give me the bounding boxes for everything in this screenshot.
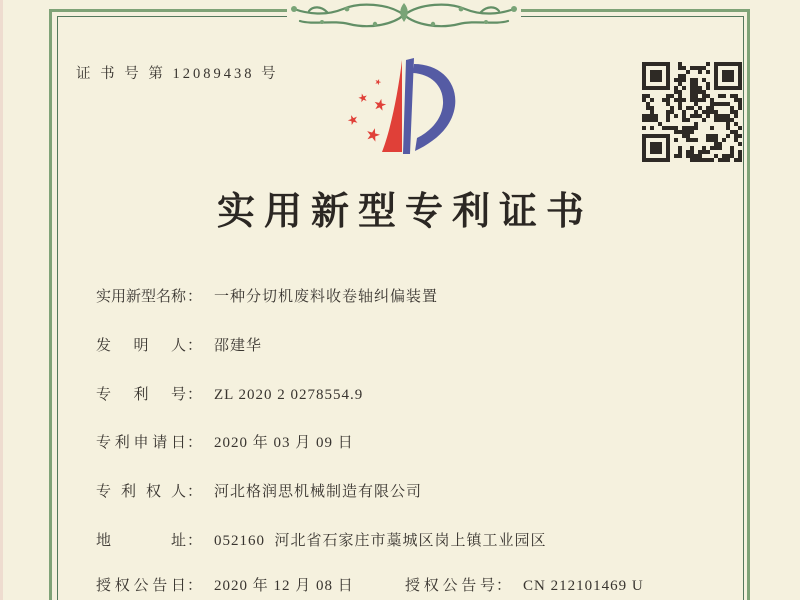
field-label: 发明人 <box>96 338 186 354</box>
logo-blue-stem <box>403 58 414 154</box>
logo-red-wedge <box>382 60 402 152</box>
field-value: 2020 年 12 月 08 日 <box>214 578 354 594</box>
field-label: 实用新型名称 <box>96 289 187 305</box>
field-value: 邵建华 <box>214 338 263 354</box>
field-row-utility-model-name <box>96 285 438 306</box>
field-label: 地址 <box>96 533 186 549</box>
field-colon: ： <box>187 435 203 451</box>
field-value: CN 212101469 U <box>523 578 644 594</box>
field-label: 授权公告日 <box>96 578 186 594</box>
field-colon: ： <box>187 533 203 549</box>
field-row-grant <box>96 574 644 595</box>
field-row-filing-date <box>96 431 354 452</box>
field-group-grant-number <box>405 574 644 595</box>
field-row-inventor <box>96 334 262 355</box>
logo-blue-bowl <box>413 64 455 151</box>
certificate-number: 证 书 号 第 12089438 号 <box>76 66 279 82</box>
field-colon: ： <box>187 578 203 594</box>
field-row-patent-number <box>96 383 363 404</box>
scan-edge-artifact <box>0 0 3 600</box>
field-colon: ： <box>187 387 203 403</box>
certificate-title: 实用新型专利证书 <box>216 191 593 233</box>
field-row-patentee <box>96 480 422 501</box>
field-label: 专利号 <box>96 387 186 403</box>
field-colon: ： <box>187 289 203 305</box>
field-row-address <box>96 529 547 550</box>
field-colon: ： <box>496 578 512 594</box>
field-value: 一种分切机废料收卷轴纠偏装置 <box>214 289 439 305</box>
field-label: 授权公告号 <box>405 578 495 594</box>
scrollwork-ornament-icon <box>287 0 521 36</box>
field-value: ZL 2020 2 0278554.9 <box>214 387 364 403</box>
qr-code <box>640 62 744 162</box>
field-colon: ： <box>187 484 203 500</box>
field-value: 052160 河北省石家庄市藁城区岗上镇工业园区 <box>214 533 547 549</box>
field-value: 2020 年 03 月 09 日 <box>214 435 354 451</box>
field-group-grant-date <box>96 578 354 594</box>
field-label: 专利权人 <box>96 484 186 500</box>
logo-stars <box>346 78 387 142</box>
field-value: 河北格润思机械制造有限公司 <box>214 484 423 500</box>
field-colon: ： <box>187 338 203 354</box>
cnipa-logo-icon <box>336 54 466 160</box>
field-label: 专利申请日 <box>96 435 186 451</box>
